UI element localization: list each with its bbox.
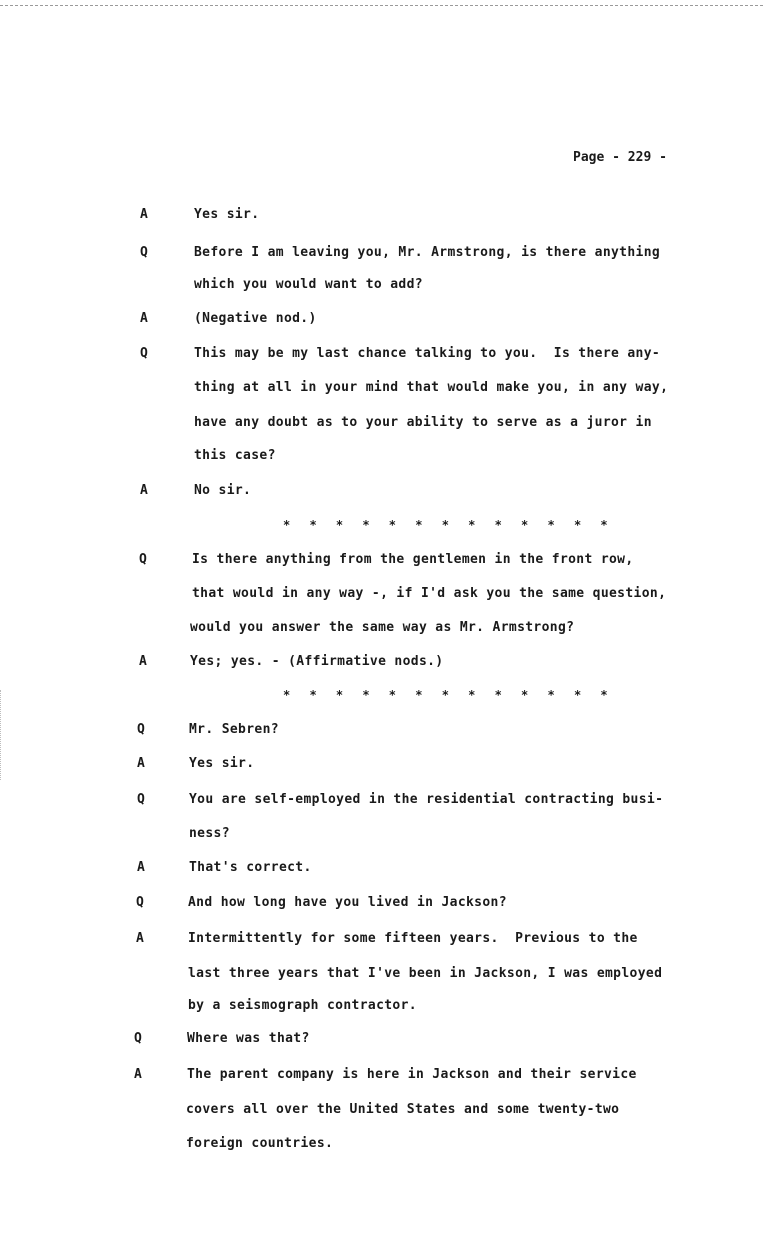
- transcript-line: [0, 998, 763, 1018]
- speaker-label: A: [139, 654, 147, 669]
- transcript-line: [0, 860, 763, 880]
- speaker-label: A: [140, 483, 148, 498]
- speaker-label: A: [136, 931, 144, 946]
- transcript-line: [0, 552, 763, 572]
- line-text: foreign countries.: [186, 1136, 334, 1151]
- line-text: Mr. Sebren?: [189, 722, 279, 737]
- line-text: No sir.: [194, 483, 252, 498]
- transcript-line: [0, 380, 763, 400]
- transcript-line: [0, 415, 763, 435]
- line-text: thing at all in your mind that would make you, in any way,: [194, 380, 669, 395]
- line-text: Where was that?: [187, 1031, 310, 1046]
- speaker-label: A: [134, 1067, 142, 1082]
- page-top-edge: [0, 0, 763, 6]
- line-text: Yes; yes. - (Affirmative nods.): [190, 654, 444, 669]
- transcript-line: [0, 792, 763, 812]
- transcript-line: [0, 826, 763, 846]
- transcript-line: [0, 966, 763, 986]
- line-text: Yes sir.: [189, 756, 255, 771]
- transcript-line: [0, 620, 763, 640]
- line-text: this case?: [194, 448, 276, 463]
- transcript-line: [0, 1031, 763, 1051]
- page-number: Page - 229 -: [573, 150, 667, 165]
- transcript-line: [0, 756, 763, 776]
- line-text: which you would want to add?: [194, 277, 423, 292]
- line-text: You are self-employed in the residential contracting busi-: [189, 792, 664, 807]
- transcript-line: [0, 895, 763, 915]
- line-text: covers all over the United States and some twenty-two: [186, 1102, 620, 1117]
- speaker-label: A: [137, 756, 145, 771]
- speaker-label: Q: [140, 245, 148, 260]
- speaker-label: Q: [140, 346, 148, 361]
- speaker-label: Q: [137, 792, 145, 807]
- transcript-line: [0, 1067, 763, 1087]
- transcript-line: [0, 245, 763, 265]
- transcript-line: [0, 483, 763, 503]
- speaker-label: A: [137, 860, 145, 875]
- transcript-line: [0, 207, 763, 227]
- line-text: And how long have you lived in Jackson?: [188, 895, 507, 910]
- line-text: Before I am leaving you, Mr. Armstrong, is there anything: [194, 245, 661, 260]
- speaker-label: Q: [137, 722, 145, 737]
- line-text: Intermittently for some fifteen years. Previous to the: [188, 931, 638, 946]
- line-text: Yes sir.: [194, 207, 260, 222]
- transcript-line: [0, 654, 763, 674]
- transcript-line: [0, 722, 763, 742]
- speaker-label: A: [140, 207, 148, 222]
- speaker-label: Q: [134, 1031, 142, 1046]
- line-text: This may be my last chance talking to you. Is there any-: [194, 346, 661, 361]
- transcript-line: [0, 448, 763, 468]
- transcript-line: [0, 277, 763, 297]
- line-text: that would in any way -, if I'd ask you the same question,: [192, 586, 667, 601]
- transcript-line: [0, 346, 763, 366]
- line-text: (Negative nod.): [194, 311, 317, 326]
- line-text: last three years that I've been in Jackson, I was employed: [188, 966, 663, 981]
- line-text: by a seismograph contractor.: [188, 998, 417, 1013]
- transcript-line: [0, 1102, 763, 1122]
- transcript-line: [0, 311, 763, 331]
- transcript-line: [0, 1136, 763, 1156]
- speaker-label: Q: [139, 552, 147, 567]
- line-text: have any doubt as to your ability to serve as a juror in: [194, 415, 652, 430]
- speaker-label: A: [140, 311, 148, 326]
- line-text: would you answer the same way as Mr. Armstrong?: [190, 620, 575, 635]
- transcript-line: [0, 931, 763, 951]
- separator-stars: * * * * * * * * * * * * *: [283, 688, 614, 702]
- line-text: The parent company is here in Jackson and their service: [187, 1067, 637, 1082]
- line-text: ness?: [189, 826, 230, 841]
- line-text: That's correct.: [189, 860, 312, 875]
- speaker-label: Q: [136, 895, 144, 910]
- line-text: Is there anything from the gentlemen in the front row,: [192, 552, 634, 567]
- separator-stars: * * * * * * * * * * * * *: [283, 518, 614, 532]
- transcript-line: [0, 586, 763, 606]
